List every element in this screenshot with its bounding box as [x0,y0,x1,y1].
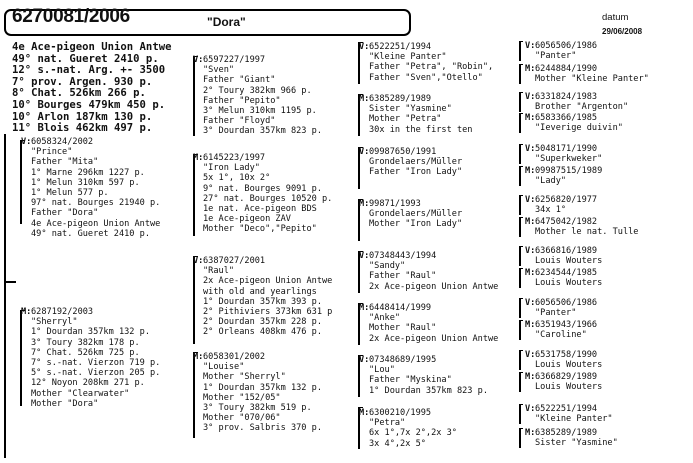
connector-line [519,64,521,84]
info-line: "Anke" [369,313,401,324]
connector-line [519,268,521,288]
ring-line: 6385289/1989 [369,94,432,104]
info-line: 49° nat. Gueret 2410 p. [31,228,150,239]
gender-marker: V: [525,41,536,51]
info-line: Father "Dora" [31,208,99,219]
gen4-block [525,350,603,371]
connector-line [4,134,6,458]
great-grandparent-block [359,199,463,230]
ring-line: 6331824/1983 [535,92,598,102]
info-line: 1° Marne 296km 1227 p. [31,167,145,178]
info-line: 5° s.-nat. Vierzon 205 p. [31,368,161,379]
gender-marker: V: [193,55,204,65]
connector-line [519,320,523,321]
gender-marker: V: [359,147,370,157]
info-line: "Kleine Panter" [535,414,613,425]
gender-marker: M: [525,320,536,330]
performance-line: 10° Bourges 479km 450 p. [12,98,166,111]
info-line: 1° Dourdan 357km 393 p. [203,296,322,307]
gender-marker: M: [525,113,536,123]
ring-line: 6366829/1989 [535,372,598,382]
ring-line: 6522251/1994 [369,42,432,52]
info-line: "Kleine Panter" [369,52,447,63]
info-line: 1° Dourdan 357km 823 p. [369,385,488,396]
great-grandparent-block [359,94,473,135]
info-line: "Lou" [369,365,395,376]
connector-line [519,428,523,429]
performance-line: 12° s.-nat. Arg. +- 3500 [12,64,166,77]
info-line: "Prince" [31,147,73,158]
info-line: Father "Myskina" [369,375,452,386]
grandparent-block [193,352,322,434]
dam-block [21,307,161,409]
connector-line [519,92,521,112]
gender-marker: V: [21,137,32,147]
print-date: 29/06/2008 [602,27,643,36]
performance-line: 8° Chat. 526km 266 p. [12,87,146,100]
gen4-block [525,320,598,341]
gender-marker: M: [525,166,536,176]
gender-marker: M: [525,372,536,382]
info-line: 1° Melun 577 p. [31,188,109,199]
connector-line [519,268,523,269]
great-grandparent-block [359,251,499,292]
ring-line: 07348443/1994 [369,251,437,261]
gender-marker: M: [359,408,370,418]
gen4-block [525,41,598,62]
info-line: Father "Pepito" [203,95,281,106]
info-line: Mother "Deco","Pepito" [203,224,317,235]
info-line: Mother "Raul" [369,323,437,334]
info-line: Mother le nat. Tulle [535,227,639,238]
gender-marker: V: [359,251,370,261]
ring-line: 6056506/1986 [535,298,598,308]
gen4-block [525,217,639,238]
gender-marker: V: [525,246,536,256]
info-line: 2x Ace-pigeon Union Antwe [203,276,333,287]
info-line: "Panter" [535,308,577,319]
ring-line: 6351943/1966 [535,320,598,330]
sire-block [21,137,161,239]
info-line: 2° Toury 382km 966 p. [203,85,312,96]
info-line: 3° prov. Salbris 370 p. [203,423,322,434]
connector-line [193,154,195,236]
ring-line: 6145223/1997 [203,153,266,163]
info-line: 6x 1°,7x 2°,2x 3° [369,428,457,439]
gen4-block [525,246,603,267]
info-line: "Sandy" [369,261,406,272]
ring-line: 6385289/1989 [535,428,598,438]
info-line: Father "Mita" [31,157,99,168]
info-line: Father "Iron Lady" [369,167,463,178]
gen4-block [525,195,598,216]
ring-line: 6522251/1994 [535,404,598,414]
ring-line: 6300210/1995 [369,408,432,418]
ring-line: 6058301/2002 [203,352,266,362]
info-line: 3° Melun 310km 1195 p. [203,106,317,117]
gender-marker: M: [193,153,204,163]
gender-marker: M: [193,352,204,362]
connector-line [519,195,521,215]
connector-line [519,64,523,65]
ring-line: 6287192/2003 [31,307,94,317]
gender-marker: M: [525,64,536,74]
info-line: 5x 1°, 10x 2° [203,173,271,184]
info-line: 2° Dourdan 357km 228 p. [203,317,322,328]
info-line: 2x Ace-pigeon Union Antwe [369,333,499,344]
datum-label: datum [602,12,629,23]
connector-line [519,298,523,299]
connector-line [519,246,523,247]
info-line: Louis Wouters [535,360,603,371]
performance-line: 4e Ace-pigeon Union Antwe [12,41,172,53]
info-line: Mother "Clearwater" [31,388,130,399]
ring-line: 6056506/1986 [535,41,598,51]
info-line: Louis Wouters [535,382,603,393]
connector-line [519,92,523,93]
ring-line: 6234544/1985 [535,268,598,278]
info-line: Louis Wouters [535,278,603,289]
gender-marker: V: [359,42,370,52]
connector-line [20,140,22,224]
info-line: "Ieverige duivin" [535,123,623,134]
connector-line [193,352,195,438]
grandparent-block [193,256,333,338]
connector-line [519,113,521,133]
info-line: Mother "Dora" [31,398,99,409]
gender-marker: V: [525,195,536,205]
info-line: Mother "Sherryl" [203,372,286,383]
connector-line [519,217,521,237]
info-line: Grondelaers/Müller [369,157,463,168]
info-line: Father "Giant" [203,75,276,86]
connector-line [193,56,195,136]
connector-line [20,310,22,406]
info-line: Father "Floyd" [203,116,276,127]
gen4-block [525,113,623,134]
performance-list [12,42,171,135]
ring-line: 07348689/1995 [369,355,437,365]
connector-line [519,404,521,424]
info-line: "Sherryl" [31,317,78,328]
info-line: 2x Ace-pigeon Union Antwe [369,281,499,292]
gen4-block [525,268,603,289]
gen4-block [525,428,618,449]
great-grandparent-block [359,408,457,449]
gen4-block [525,404,613,425]
info-line: 2° Pithiviers 373km 631 p [203,307,333,318]
gender-marker: V: [525,92,536,102]
info-line: "Panter" [535,51,577,62]
gen4-block [525,92,629,113]
grandparent-block [193,55,322,137]
info-line: Father "Petra", "Robin", [369,62,494,73]
info-line: 34x 1° [535,205,567,216]
connector-line [519,166,521,186]
gen4-block [525,64,649,85]
ring-line: 6531758/1990 [535,350,598,360]
ring-number: 6270081/2006 [12,6,130,27]
ring-line: 6058324/2002 [31,137,94,147]
info-line: "Sven" [203,65,235,76]
connector-line [519,41,521,61]
info-line: Louis Wouters [535,256,603,267]
info-line: 1° Melun 310km 597 p. [31,177,140,188]
gen4-block [525,144,603,165]
info-line: 30x in the first ten [369,124,473,135]
grandparent-block [193,153,333,235]
info-line: 9° nat. Bourges 9091 p. [203,183,322,194]
ring-line: 09987515/1989 [535,166,603,176]
performance-line: 10° Arlon 187km 130 p. [12,110,153,123]
connector-line [519,144,523,145]
info-line: Sister "Yasmine" [535,438,618,449]
connector-line [519,428,521,448]
ring-line: 6597227/1997 [203,55,266,65]
gender-marker: V: [525,350,536,360]
connector-line [519,350,523,351]
ring-line: 6366816/1989 [535,246,598,256]
ring-line: 09987650/1991 [369,147,437,157]
connector-line [519,144,521,164]
connector-line [519,41,523,42]
great-grandparent-block [359,303,499,344]
connector-line [519,217,523,218]
info-line: 7° Chat. 526km 725 p. [31,347,140,358]
great-grandparent-block [359,355,488,396]
connector-line [519,320,521,340]
ring-line: 99871/1993 [369,199,421,209]
gen4-block [525,372,603,393]
connector-line [193,256,195,344]
info-line: Father "Raul" [369,271,437,282]
info-line: 4e Ace-pigeon Union Antwe [31,218,161,229]
info-line: 1e Ace-pigeon ZAV [203,214,291,225]
info-line: Brother "Argenton" [535,102,629,113]
info-line: 2° Orleans 408km 476 p. [203,327,322,338]
performance-line: 11° Blois 462km 497 p. [12,122,153,135]
info-line: 7° s.-nat. Vierzon 719 p. [31,358,161,369]
connector-line [519,246,521,266]
gen4-block [525,166,603,187]
info-line: 97° nat. Bourges 21940 p. [31,198,161,209]
ring-line: 6387027/2001 [203,256,266,266]
info-line: "Superkweker" [535,154,603,165]
info-line: "Iron Lady" [203,163,260,174]
info-line: 3x 4°,2x 5° [369,438,426,449]
ring-line: 6475042/1982 [535,217,598,227]
gender-marker: V: [525,298,536,308]
connector-line [519,113,523,114]
connector-line [519,404,523,405]
ring-line: 5048171/1990 [535,144,598,154]
gender-marker: M: [525,428,536,438]
info-line: with old and yearlings [203,286,317,297]
gender-marker: M: [359,94,370,104]
info-line: Grondelaers/Müller [369,209,463,220]
great-grandparent-block [359,147,463,178]
info-line: Mother "Kleine Panter" [535,74,649,85]
gender-marker: M: [525,268,536,278]
info-line: 12° Noyon 208km 271 p. [31,378,145,389]
info-line: 3° Toury 382km 519 p. [203,403,312,414]
ring-line: 6244884/1990 [535,64,598,74]
connector-line [519,166,523,167]
connector-line [4,281,16,283]
pigeon-name: "Dora" [207,15,246,29]
great-grandparent-block [359,42,494,83]
ring-line: 6448414/1999 [369,303,432,313]
connector-line [519,195,523,196]
info-line: "Caroline" [535,330,587,341]
gender-marker: V: [193,256,204,266]
performance-line: 7° prov. Argen. 930 p. [12,75,153,88]
gender-marker: M: [21,307,32,317]
ring-line: 6256820/1977 [535,195,598,205]
info-line: 3° Toury 382km 178 p. [31,337,140,348]
gender-marker: V: [359,355,370,365]
info-line: Mother "Petra" [369,114,442,125]
info-line: 1e nat. Ace-pigeon BDS [203,204,317,215]
info-line: "Lady" [535,176,567,187]
info-line: "Raul" [203,266,235,277]
connector-line [519,298,521,318]
info-line: "Louise" [203,362,245,373]
gender-marker: V: [525,144,536,154]
info-line: 3° Dourdan 357km 823 p. [203,126,322,137]
info-line: Mother "Iron Lady" [369,219,463,230]
ring-line: 6583366/1985 [535,113,598,123]
connector-line [519,372,521,392]
info-line: 1° Dourdan 357km 132 p. [203,382,322,393]
connector-line [519,372,523,373]
info-line: Mother "152/05" [203,392,281,403]
gender-marker: M: [359,303,370,313]
info-line: Sister "Yasmine" [369,104,452,115]
info-line: 1° Dourdan 357km 132 p. [31,327,150,338]
info-line: Mother "070/06" [203,413,281,424]
info-line: "Petra" [369,418,406,429]
connector-line [519,350,521,370]
info-line: 27° nat. Bourges 10520 p. [203,193,333,204]
gen4-block [525,298,598,319]
gender-marker: M: [525,217,536,227]
performance-line: 49° nat. Gueret 2410 p. [12,52,159,65]
gender-marker: M: [359,199,370,209]
gender-marker: V: [525,404,536,414]
info-line: Father "Sven","Otello" [369,72,483,83]
